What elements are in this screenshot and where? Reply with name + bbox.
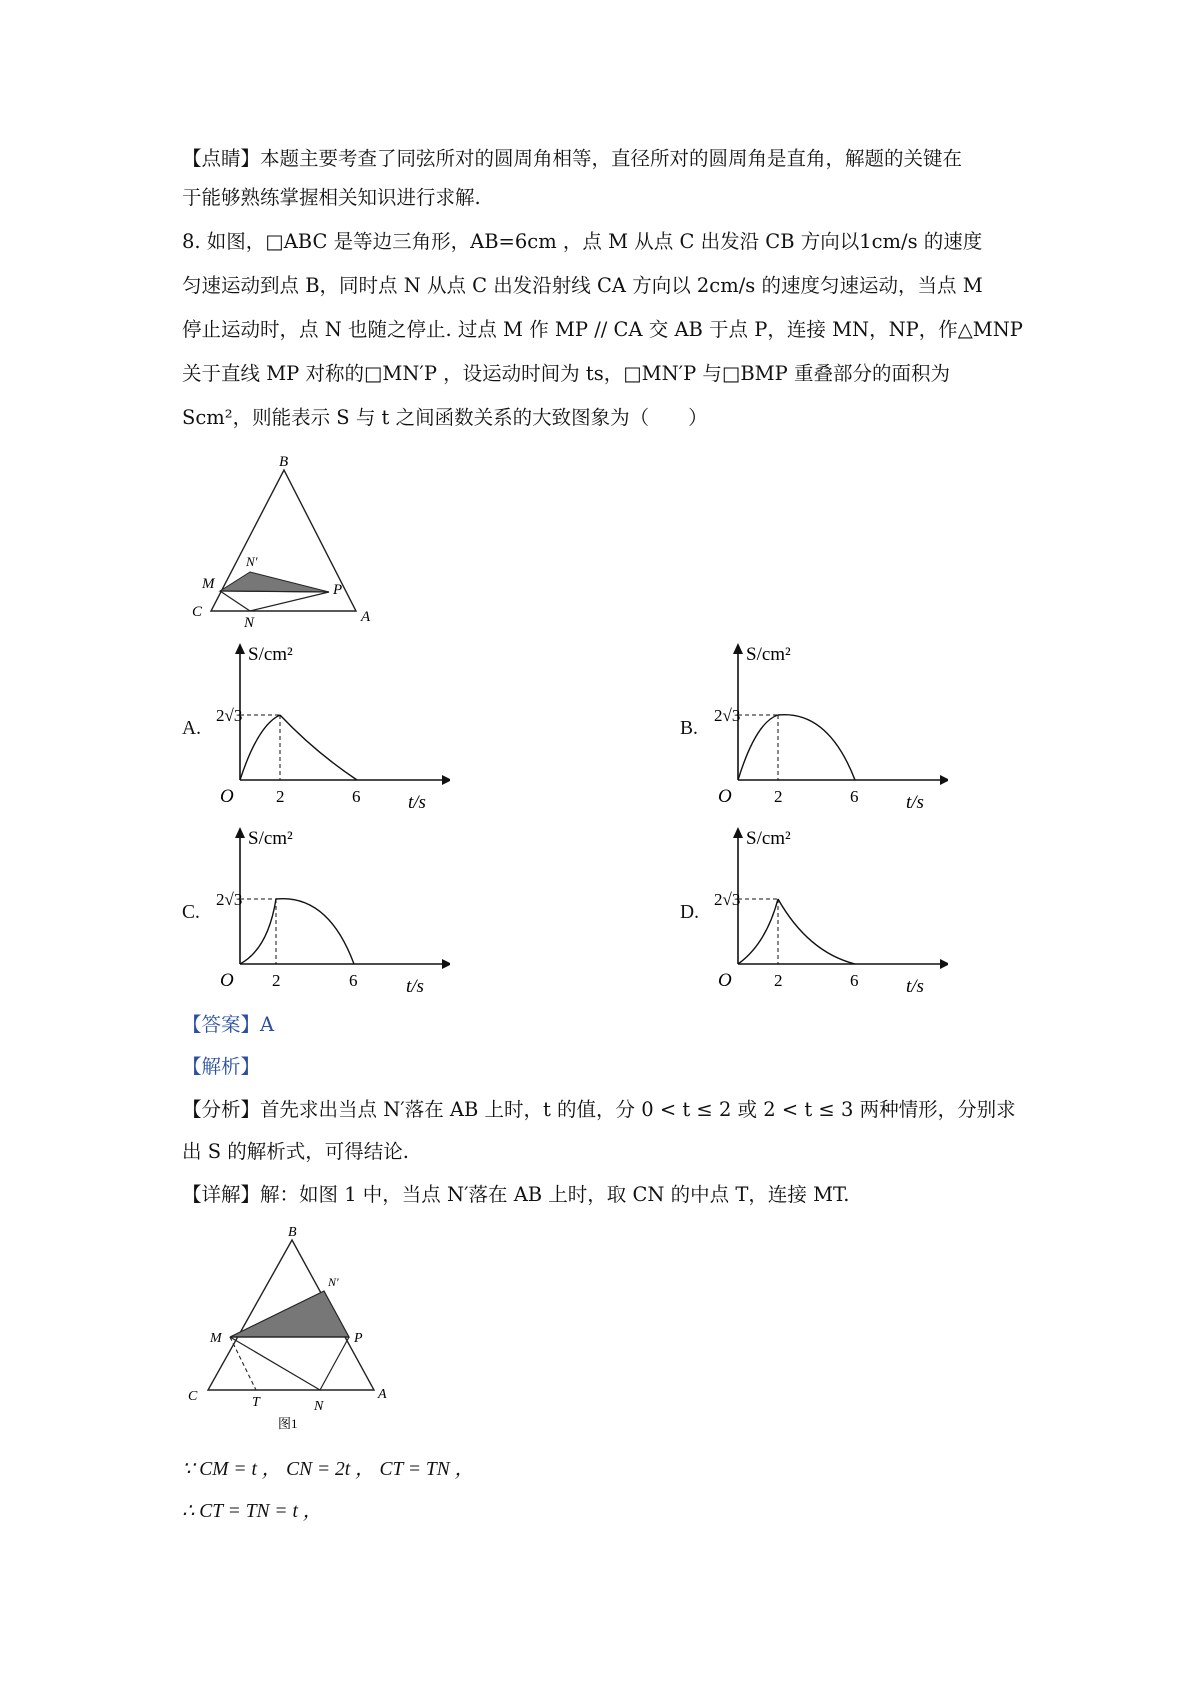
question-line-2: 匀速运动到点 B，同时点 N 从点 C 出发沿射线 CA 方向以 2cm/s 的速度匀速运动，当点 M <box>182 274 983 297</box>
origin: O <box>220 786 234 807</box>
option-b-graph <box>708 640 948 810</box>
ylabel: S/cm² <box>248 828 293 849</box>
xlabel: t/s <box>408 792 426 810</box>
ylabel: S/cm² <box>746 828 791 849</box>
tick-2: 2 <box>276 787 285 806</box>
tick-6: 6 <box>349 971 358 990</box>
question-line-5: Scm²，则能表示 S 与 t 之间函数关系的大致图象为（ ） <box>182 406 708 429</box>
origin: O <box>220 970 234 991</box>
equation-1: ∵ CM = t ， CN = 2t ， CT = TN ， <box>182 1459 475 1480</box>
fig1-label-N: N <box>314 1399 324 1414</box>
label-C: C <box>192 604 203 620</box>
fig1-label-A: A <box>378 1387 387 1402</box>
tick-6: 6 <box>850 787 859 806</box>
origin: O <box>718 786 732 807</box>
answer-line: 【答案】A <box>182 1013 275 1036</box>
fig1-label-P: P <box>354 1331 363 1346</box>
xlabel: t/s <box>906 976 924 994</box>
label-B: B <box>279 454 289 470</box>
tick-6: 6 <box>352 787 361 806</box>
xlabel: t/s <box>906 792 924 810</box>
label-N-prime: N' <box>246 554 258 569</box>
label-P: P <box>333 582 343 598</box>
analysis-heading: 【解析】 <box>182 1055 261 1078</box>
label-M: M <box>202 576 215 592</box>
question-line-1: 8. 如图，□ABC 是等边三角形，AB=6cm ，点 M 从点 C 出发沿 CB 方向以1cm/s 的速度 <box>182 230 983 253</box>
y-value: 2√3 <box>216 706 243 725</box>
note-line-2: 于能够熟练掌握相关知识进行求解. <box>182 186 481 209</box>
y-value: 2√3 <box>714 890 741 909</box>
ylabel: S/cm² <box>248 644 293 665</box>
label-A: A <box>361 609 371 625</box>
label-N: N <box>244 615 255 628</box>
tick-6: 6 <box>850 971 859 990</box>
analysis-line-1: 【分析】首先求出当点 N′落在 AB 上时，t 的值，分 0 < t ≤ 2 或 2 < t ≤ 3 两种情形，分别求 <box>182 1098 1016 1121</box>
main-triangle-figure <box>178 448 378 628</box>
fig1-label-B: B <box>288 1225 297 1240</box>
option-d-label: D. <box>680 902 699 923</box>
fig1-label-M: M <box>210 1331 222 1346</box>
xlabel: t/s <box>406 976 424 994</box>
origin: O <box>718 970 732 991</box>
ylabel: S/cm² <box>746 644 791 665</box>
note-line-1: 【点睛】本题主要考查了同弦所对的圆周角相等，直径所对的圆周角是直角，解题的关键在 <box>182 147 963 170</box>
option-c-graph <box>210 824 450 994</box>
option-a-graph <box>210 640 450 810</box>
fig1-label-C: C <box>188 1389 198 1404</box>
fig1-label-N-prime: N' <box>328 1275 339 1289</box>
option-c-label: C. <box>182 902 200 923</box>
detail-line: 【详解】解：如图 1 中，当点 N′落在 AB 上时，取 CN 的中点 T，连接 MT. <box>182 1183 850 1206</box>
tick-2: 2 <box>774 971 783 990</box>
y-value: 2√3 <box>714 706 741 725</box>
question-line-3: 停止运动时，点 N 也随之停止. 过点 M 作 MP // CA 交 AB 于点 P，连接 MN，NP，作△MNP <box>182 318 1023 341</box>
y-value: 2√3 <box>216 890 243 909</box>
fig1-caption: 图1 <box>278 1416 298 1431</box>
figure-1 <box>178 1222 408 1432</box>
analysis-line-2: 出 S 的解析式，可得结论. <box>182 1140 409 1163</box>
tick-2: 2 <box>774 787 783 806</box>
equation-2: ∴ CT = TN = t ， <box>182 1501 323 1522</box>
tick-2: 2 <box>272 971 281 990</box>
option-a-label: A. <box>182 718 201 739</box>
option-b-label: B. <box>680 718 698 739</box>
fig1-label-T: T <box>252 1395 260 1410</box>
question-line-4: 关于直线 MP 对称的□MN′P ，设运动时间为 ts，□MN′P 与□BMP 重叠部分的面积为 <box>182 362 950 385</box>
option-d-graph <box>708 824 948 994</box>
